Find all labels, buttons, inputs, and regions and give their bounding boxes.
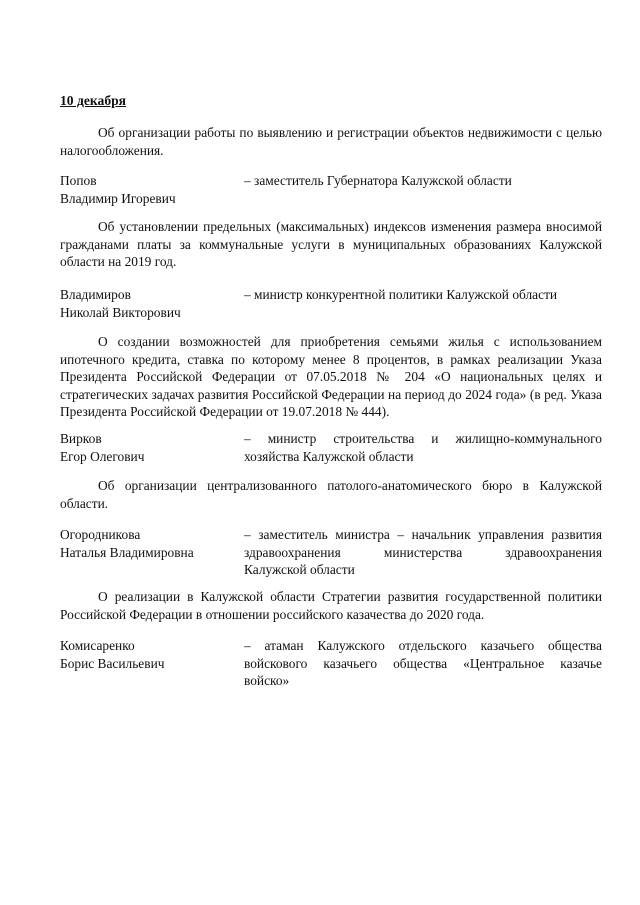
speaker-name-5 (60, 637, 240, 672)
speaker-role-1 (244, 172, 602, 190)
speaker-last-name-4: Огородникова (60, 527, 141, 542)
speaker-role-line: – заместитель Губернатора Калужской области (244, 173, 512, 188)
speaker-role-line: – министр конкурентной политики Калужской области (244, 287, 558, 302)
speaker-name-3 (60, 430, 240, 465)
speaker-first-name-1: Владимир Игоревич (60, 190, 176, 206)
date-heading: 10 декабря (60, 93, 127, 108)
speaker-first-name-5: Борис Васильевич (60, 655, 165, 671)
speaker-role-line: хозяйства Калужской области (244, 448, 414, 464)
speaker-name-1 (60, 172, 240, 207)
speaker-role-2 (244, 286, 602, 304)
speaker-name-2 (60, 286, 240, 321)
speaker-role-line: здравоохранения министерства здравоохранения (244, 544, 602, 560)
speaker-first-name-3: Егор Олегович (60, 448, 145, 464)
agenda-topic-2: Об установлении предельных (максимальных) индексов изменения размера вносимой гражданами платы за коммунальные услуги в муниципальных образованиях Калужской области на 2019 год. (60, 219, 602, 270)
speaker-name-4 (60, 526, 240, 561)
speaker-role-line: – заместитель министра – начальник управления развития (244, 527, 602, 542)
speaker-role-line: войскового казачьего общества «Центральное казачье (244, 655, 602, 671)
speaker-last-name-5: Комисаренко (60, 638, 135, 653)
agenda-topic-3: О создании возможностей для приобретения семьями жилья с использованием ипотечного кредита, ставка по которому менее 8 процентов, в рамках реализации Указа Президента Российской Федерации от 07.05.2018 № 204 «О национальных целях и стратегических задачах развития Российской Федерации на период до 2024 года» (в ред. Указа Президента Российской Федерации от 19.07.2018 № 444). (60, 334, 602, 420)
speaker-role-3 (244, 430, 602, 465)
speaker-role-5 (244, 637, 602, 690)
agenda-topic-4: Об организации централизованного патолого-анатомического бюро в Калужской области. (60, 478, 602, 511)
speaker-last-name-1: Попов (60, 173, 97, 188)
speaker-role-line: – атаман Калужского отдельского казачьего общества (244, 638, 602, 653)
speaker-last-name-3: Вирков (60, 431, 102, 446)
speaker-first-name-2: Николай Викторович (60, 304, 181, 320)
speaker-first-name-4: Наталья Владимировна (60, 544, 194, 560)
speaker-role-4 (244, 526, 602, 579)
speaker-last-name-2: Владимиров (60, 287, 131, 302)
agenda-topic-5: О реализации в Калужской области Стратегии развития государственной политики Российской Федерации в отношении российского казачества до 2020 года. (60, 589, 602, 622)
agenda-topic-1: Об организации работы по выявлению и регистрации объектов недвижимости с целью налогообложения. (60, 125, 602, 158)
speaker-role-line: Калужской области (244, 562, 355, 578)
speaker-role-line: войско» (244, 673, 290, 689)
speaker-role-line: – министр строительства и жилищно-коммунального (244, 431, 602, 446)
